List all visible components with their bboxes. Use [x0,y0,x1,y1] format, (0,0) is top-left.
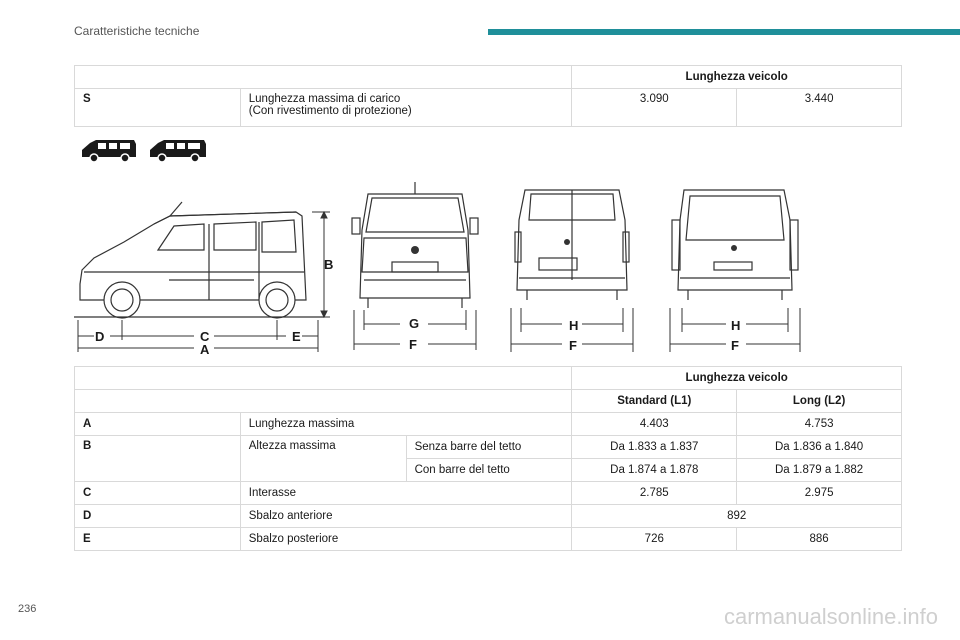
vehicle-dimensions-table [74,366,902,551]
row-label-b: Altezza massima [240,436,406,482]
row-label-a: Lunghezza massima [240,413,572,436]
dim-label-a: A [200,342,210,357]
cargo-length-table [74,65,902,127]
van-long-icon [148,138,208,164]
dim-label-b: B [324,257,334,272]
row-code-d: D [75,505,241,528]
dim-label-e: E [292,329,301,344]
row-d-value: 892 [572,505,902,528]
table2-header: Lunghezza veicolo [572,367,902,390]
row-b-sub1-value-l1: Da 1.833 a 1.837 [572,436,737,459]
row-c-value-l1: 2.785 [572,482,737,505]
table1-header: Lunghezza veicolo [572,66,902,89]
row-code-a: A [75,413,241,436]
row-label-s-line1: Lunghezza massima di carico [248,93,401,105]
table2-empty-subheader [75,390,572,413]
page-header-title: Caratteristiche tecniche [74,24,200,38]
row-s-value-l2: 3.440 [737,89,902,127]
row-s-value-l1: 3.090 [572,89,737,127]
van-short-icon [80,138,138,164]
table1-empty-header [75,66,572,89]
dim-label-f-front: F [409,337,417,352]
row-b-sub2-label: Con barre del tetto [406,459,572,482]
dim-label-h-van: H [569,318,579,333]
watermark: carmanualsonline.info [723,604,938,629]
table-row [75,89,902,127]
table-row [75,482,902,505]
row-label-s-line2: (Con rivestimento di protezione) [248,105,412,117]
dim-label-c: C [200,329,210,344]
row-label-e: Sbalzo posteriore [240,528,572,551]
row-e-value-l1: 726 [572,528,737,551]
row-b-sub1-label: Senza barre del tetto [406,436,572,459]
row-a-value-l1: 4.403 [572,413,737,436]
row-c-value-l2: 2.975 [737,482,902,505]
dim-label-h-liftgate: H [731,318,741,333]
row-e-value-l2: 886 [737,528,902,551]
row-a-value-l2: 4.753 [737,413,902,436]
row-label-c: Interasse [240,482,572,505]
dim-label-d: D [95,329,105,344]
table2-empty-header [75,367,572,390]
column-header-l1: Standard (L1) [572,390,737,413]
table-row [75,436,902,459]
row-code-s: S [75,89,241,127]
dim-label-g: G [409,316,420,331]
row-label-d: Sbalzo anteriore [240,505,572,528]
dim-label-f-van: F [569,338,577,353]
row-code-b: B [75,436,241,482]
row-b-sub1-value-l2: Da 1.836 a 1.840 [737,436,902,459]
row-b-sub2-value-l1: Da 1.874 a 1.878 [572,459,737,482]
row-b-sub2-value-l2: Da 1.879 a 1.882 [737,459,902,482]
table-row [75,505,902,528]
row-code-c: C [75,482,241,505]
row-code-e: E [75,528,241,551]
page-number: 236 [18,603,37,615]
column-header-l2: Long (L2) [737,390,902,413]
header-accent-bar [488,29,960,35]
dim-label-f-liftgate: F [731,338,739,353]
row-label-s [240,89,572,127]
table-row [75,528,902,551]
table-row [75,413,902,436]
